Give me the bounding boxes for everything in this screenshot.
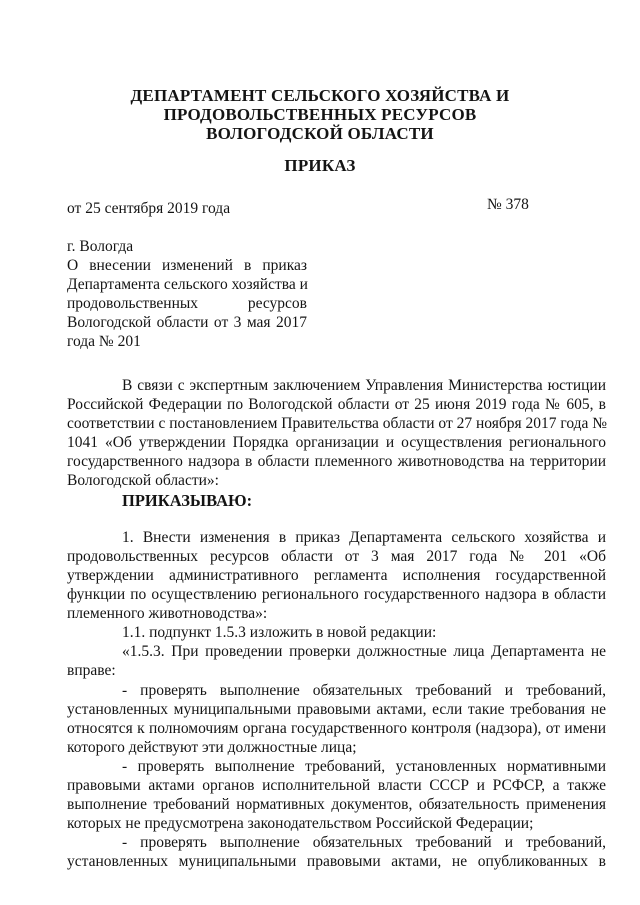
subject-line-1: О внесении изменений в приказ (67, 257, 307, 274)
bullet2-line-2: правовыми актами органов исполнительной власти СССР и РСФСР, а также (67, 777, 606, 794)
bullet1-line-4: которого действуют эти должностные лица; (67, 739, 357, 756)
bullet1-line-2: установленных муниципальными правовыми актами, если такие требования не (67, 701, 606, 718)
subject-line-5: года № 201 (67, 333, 141, 350)
item-1-1: 1.1. подпункт 1.5.3 изложить в новой редакции: (122, 624, 437, 641)
preamble-line-2: Российской Федерации по Вологодской области от 25 июня 2019 года № 605, в (67, 396, 606, 413)
doc-type-title: ПРИКАЗ (284, 156, 356, 175)
header-line-1: ДЕПАРТАМЕНТ СЕЛЬСКОГО ХОЗЯЙСТВА И (130, 86, 510, 105)
city: г. Вологда (67, 238, 134, 255)
bullet2-line-1: - проверять выполнение требований, установленных нормативными (122, 758, 606, 775)
bullet1-line-3: относятся к полномочиям органа государственного контроля (надзора), от имени (67, 720, 606, 737)
subject-line-2: Департамента сельского хозяйства и (67, 276, 308, 293)
bullet1-line-1: - проверять выполнение обязательных требований и требований, (122, 682, 606, 699)
order-number: № 378 (487, 196, 529, 213)
bullet2-line-4: которых не предусмотрена законодательством Российской Федерации; (67, 815, 534, 832)
subject-line-4: Вологодской области от 3 мая 2017 (67, 314, 307, 331)
item1-line-1: 1. Внести изменения в приказ Департамента сельского хозяйства и (122, 529, 606, 546)
item153-line-1: «1.5.3. При проведении проверки должностные лица Департамента не (122, 643, 606, 660)
bullet3-line-2: установленных муниципальными правовыми актами, не опубликованных в (67, 853, 606, 870)
header-line-3: ВОЛОГОДСКОЙ ОБЛАСТИ (206, 124, 434, 143)
preamble-line-4: 1041 «Об утверждении Порядка организации и осуществления регионального (67, 434, 606, 451)
order-date: от 25 сентября 2019 года (67, 200, 231, 217)
preamble-line-1: В связи с экспертным заключением Управления Министерства юстиции (122, 377, 606, 394)
order-word: ПРИКАЗЫВАЮ: (122, 491, 253, 510)
preamble-line-6: Вологодской области»: (67, 472, 219, 489)
item153-line-2: вправе: (67, 662, 116, 679)
item1-line-5: племенного животноводства»: (67, 605, 268, 622)
item1-line-2: продовольственных ресурсов области от 3 мая 2017 года № 201 «Об (67, 548, 606, 565)
item1-line-3: утверждении административного регламента исполнения государственной (67, 567, 606, 584)
subject-line-3: продовольственных ресурсов (67, 295, 307, 312)
bullet3-line-1: - проверять выполнение обязательных требований и требований, (122, 834, 606, 851)
preamble-line-5: государственного надзора в области племенного животноводства на территории (67, 453, 606, 470)
bullet2-line-3: выполнение требований нормативных документов, обязательность применения (67, 796, 606, 813)
preamble-line-3: соответствии с постановлением Правительства области от 27 ноября 2017 года № (67, 415, 608, 432)
item1-line-4: функции по осуществлению регионального государственного надзора в области (67, 586, 606, 603)
header-line-2: ПРОДОВОЛЬСТВЕННЫХ РЕСУРСОВ (163, 105, 477, 124)
